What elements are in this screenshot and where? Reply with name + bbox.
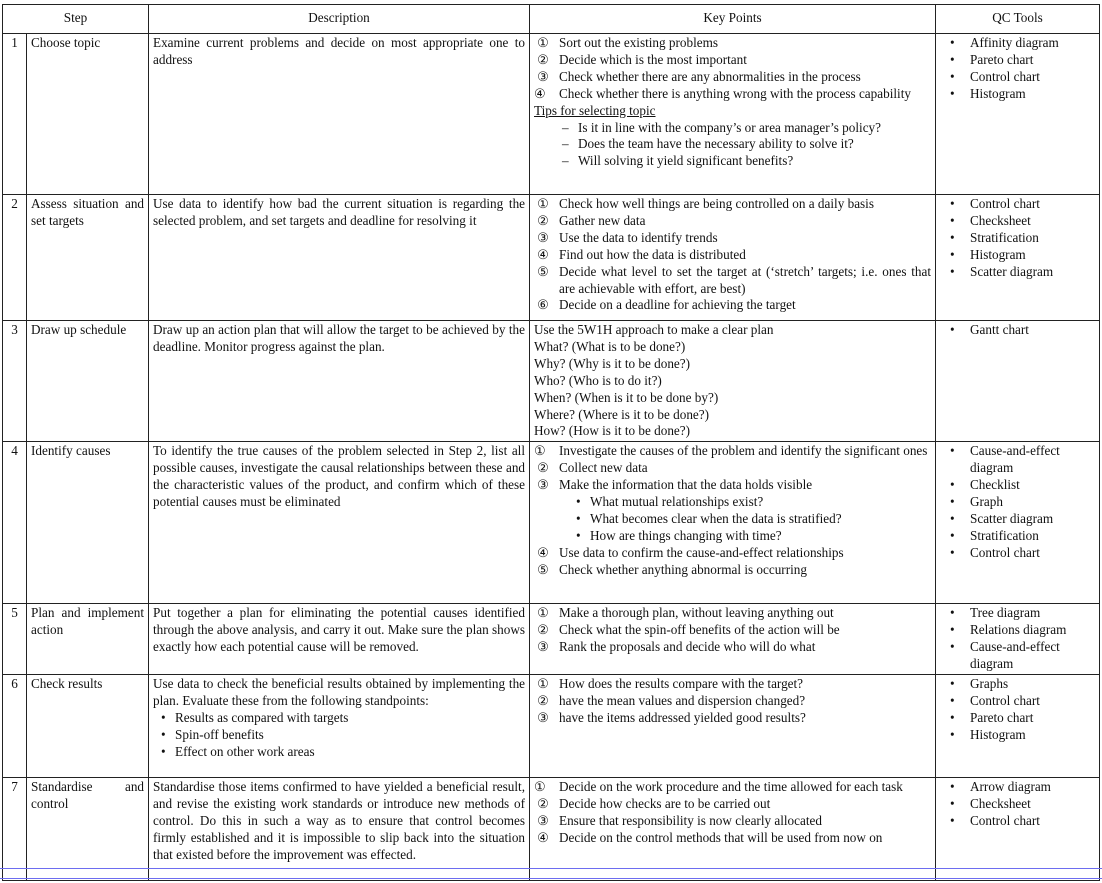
key-point-text: Decide on the control methods that will be used from now on: [559, 830, 883, 846]
step-number: 6: [3, 675, 27, 778]
standpoints-list: [153, 710, 525, 761]
key-point-text: Decide on a deadline for achieving the target: [559, 297, 796, 313]
key-point-text: Ensure that responsibility is now clearly allocated: [559, 813, 822, 829]
key-point-text: Check how well things are being controlled on a daily basis: [559, 196, 874, 211]
key-points-list: [534, 35, 931, 103]
qc-tool: • Stratification: [950, 528, 1095, 545]
circled-number: ④: [537, 246, 549, 262]
blue-guide-line: [0, 868, 1102, 869]
circled-number: ④: [534, 85, 546, 101]
qc-steps-table: [2, 4, 1100, 881]
key-point-text: Make a thorough plan, without leaving anything out: [559, 605, 834, 621]
description-text: Standardise those items confirmed to have yielded a beneficial result, and revise the existing work standards or introduce new methods of control. Do this in such a way as to ensure that control becomes firmly established and it is impossible to slip back into the situation that existed before the improvement was effected.: [153, 779, 526, 862]
description-text: To identify the true causes of the problem selected in Step 2, list all possible causes, investigate the causal relationships between these and the characteristic values of the product, and confirm which of these potential causes must be eliminated: [153, 443, 526, 510]
qc-tool: • Gantt chart: [950, 322, 1095, 339]
circled-number: ③: [537, 639, 549, 655]
tip-item: – Will solving it yield significant benefits?: [562, 153, 931, 170]
circled-number: ②: [537, 51, 549, 67]
plan-line: Why? (Why is it to be done?): [534, 355, 691, 371]
key-points-list: [534, 779, 931, 847]
key-point-text: Decide how checks are to be carried out: [559, 796, 771, 812]
qc-tool: • Stratification: [950, 230, 1095, 247]
qc-tool: • Control chart: [950, 813, 1095, 830]
key-point: [534, 676, 931, 693]
key-point: [534, 443, 931, 460]
circled-number: ⑤: [537, 263, 549, 279]
key-point: [534, 693, 931, 710]
qc-tools-cell: [936, 604, 1100, 675]
step-description: [149, 34, 530, 195]
key-point: [534, 813, 931, 830]
circled-number: ②: [537, 212, 549, 228]
qc-tools-list: [940, 322, 1095, 339]
qc-tool: • Control chart: [950, 545, 1095, 562]
key-points-list: [534, 443, 931, 494]
standpoint-item: • Spin-off benefits: [161, 727, 525, 744]
circled-number: ③: [537, 710, 549, 726]
qc-tools-list: [940, 779, 1095, 830]
key-point: [534, 622, 931, 639]
qc-tool: • Scatter diagram: [950, 511, 1095, 528]
key-point-text: Check whether anything abnormal is occurring: [559, 561, 807, 577]
table-row: [3, 778, 1100, 881]
step-name-text: Assess situation and set targets: [31, 196, 145, 228]
step-number: 7: [3, 778, 27, 881]
sub-bullet: • How are things changing with time?: [576, 528, 931, 545]
qc-tool: • Control chart: [950, 196, 1095, 213]
qc-tool: • Scatter diagram: [950, 264, 1095, 281]
key-point: [534, 52, 931, 69]
step-description: [149, 195, 530, 321]
key-point-text: Decide which is the most important: [559, 51, 747, 67]
circled-number: ④: [537, 544, 549, 560]
step-name: [27, 604, 149, 675]
step-name: [27, 34, 149, 195]
key-point: [534, 460, 931, 477]
sub-bullet: • What mutual relationships exist?: [576, 494, 931, 511]
key-point-text: Make the information that the data holds visible: [559, 477, 813, 493]
step-name: [27, 442, 149, 604]
qc-tool: • Cause-and-effect diagram: [950, 443, 1095, 477]
circled-number: ④: [537, 830, 549, 846]
plan-line: Use the 5W1H approach to make a clear plan: [534, 322, 774, 337]
key-point: [534, 86, 931, 103]
qc-tool: • Pareto chart: [950, 52, 1095, 69]
table-row: [3, 195, 1100, 321]
plan-line: Who? (Who is to do it?): [534, 372, 662, 388]
key-point-text: Check what the spin-off benefits of the action will be: [559, 622, 840, 638]
key-point: [534, 545, 931, 562]
circled-number: ②: [537, 693, 549, 709]
step-name: [27, 321, 149, 442]
key-points-cell: [530, 442, 936, 604]
qc-tools-list: [940, 35, 1095, 103]
plan-line: When? (When is it to be done by?): [534, 389, 719, 405]
circled-number: ②: [537, 622, 549, 638]
step-name-text: Standardise and control: [31, 779, 145, 812]
blue-guide-line: [0, 878, 1102, 879]
circled-number: ③: [537, 229, 549, 245]
table-row: [3, 442, 1100, 604]
key-points-cell: [530, 604, 936, 675]
step-description: [149, 675, 530, 778]
qc-tool: • Checklist: [950, 477, 1095, 494]
header-step: Step: [3, 5, 149, 34]
qc-tool: • Control chart: [950, 69, 1095, 86]
qc-tool: • Histogram: [950, 86, 1095, 103]
qc-tools-list: [940, 605, 1095, 673]
circled-number: ⑥: [537, 297, 549, 313]
step-name-text: Plan and implement action: [31, 605, 145, 638]
key-point: [534, 779, 931, 796]
header-key-points: Key Points: [530, 5, 936, 34]
qc-tool: • Graphs: [950, 676, 1095, 693]
qc-tool: • Affinity diagram: [950, 35, 1095, 52]
key-point: [534, 605, 931, 622]
key-point-text: How does the results compare with the target?: [559, 676, 804, 692]
key-point-text: Find out how the data is distributed: [559, 246, 746, 262]
circled-number: ③: [537, 813, 549, 829]
description-text: Use data to check the beneficial results obtained by implementing the plan. Evaluate these from the following standpoints:: [153, 676, 526, 709]
step-number: 3: [3, 321, 27, 442]
key-points-list: [534, 545, 931, 579]
header-row: [3, 5, 1100, 34]
description-text: Draw up an action plan that will allow the target to be achieved by the deadline. Monitor progress against the plan.: [153, 322, 526, 354]
table-row: [3, 34, 1100, 195]
qc-tool: • Graph: [950, 494, 1095, 511]
tips-list: [534, 120, 931, 171]
key-point-text: Investigate the causes of the problem and identify the significant ones: [559, 443, 928, 459]
key-point: [534, 562, 931, 579]
key-point-text: Gather new data: [559, 212, 646, 228]
key-points-list: [534, 605, 931, 656]
key-point: [534, 297, 931, 314]
table-row: [3, 675, 1100, 778]
circled-number: ①: [534, 443, 546, 459]
step-name-text: Check results: [31, 676, 103, 692]
key-point-text: Check whether there are any abnormalities in the process: [559, 68, 861, 84]
table-row: [3, 321, 1100, 442]
circled-number: ⑤: [537, 561, 549, 577]
key-point: [534, 35, 931, 52]
qc-tool: • Tree diagram: [950, 605, 1095, 622]
key-point-text: Check whether there is anything wrong with the process capability: [559, 85, 911, 101]
qc-tools-cell: [936, 34, 1100, 195]
qc-tools-list: [940, 196, 1095, 281]
key-point-text: have the items addressed yielded good results?: [559, 710, 806, 726]
key-point: [534, 196, 931, 213]
step-number: 1: [3, 34, 27, 195]
circled-number: ③: [537, 68, 549, 84]
plan-line: Where? (Where is it to be done?): [534, 406, 710, 422]
qc-tool: • Control chart: [950, 693, 1095, 710]
circled-number: ③: [537, 477, 549, 493]
step-name: [27, 778, 149, 881]
key-point: [534, 830, 931, 847]
visibility-bullets: [534, 494, 931, 545]
step-name-text: Identify causes: [31, 443, 111, 459]
tip-item: – Does the team have the necessary ability to solve it?: [562, 136, 931, 153]
qc-tools-cell: [936, 675, 1100, 778]
key-point: [534, 69, 931, 86]
circled-number: ①: [537, 676, 549, 692]
plan-line: What? (What is to be done?): [534, 338, 686, 354]
qc-tools-cell: [936, 321, 1100, 442]
circled-number: ②: [537, 460, 549, 476]
circled-number: ①: [534, 779, 546, 795]
key-point-text: Decide on the work procedure and the time allowed for each task: [559, 779, 903, 795]
step-name-text: Choose topic: [31, 35, 101, 50]
qc-tools-cell: [936, 442, 1100, 604]
step-name: [27, 675, 149, 778]
sub-bullet: • What becomes clear when the data is stratified?: [576, 511, 931, 528]
tips-title: Tips for selecting topic: [534, 102, 656, 118]
header-description: Description: [149, 5, 530, 34]
qc-tool: • Pareto chart: [950, 710, 1095, 727]
qc-tool: • Histogram: [950, 247, 1095, 264]
header-qc-tools: QC Tools: [936, 5, 1100, 34]
qc-tools-list: [940, 676, 1095, 744]
key-points-cell: [530, 321, 936, 442]
qc-tools-cell: [936, 195, 1100, 321]
standpoint-item: • Results as compared with targets: [161, 710, 525, 727]
key-point: [534, 213, 931, 230]
key-points-list: [534, 196, 931, 314]
key-point: [534, 230, 931, 247]
qc-tool: • Arrow diagram: [950, 779, 1095, 796]
key-point: [534, 477, 931, 494]
key-point-text: Sort out the existing problems: [559, 35, 718, 50]
key-point: [534, 639, 931, 656]
circled-number: ②: [537, 796, 549, 812]
plan-line: How? (How is it to be done?): [534, 423, 691, 439]
circled-number: ①: [537, 196, 549, 211]
key-points-list: [534, 676, 931, 727]
description-text: Put together a plan for eliminating the potential causes identified through the above analysis, and carry it out. Make sure the plan shows exactly how each potential cause will be removed.: [153, 605, 526, 655]
description-text: Examine current problems and decide on most appropriate one to address: [153, 35, 526, 67]
key-point-text: Decide what level to set the target at (‘stretch’ targets; i.e. ones that are achievable with effort, are best): [559, 263, 932, 296]
key-point: [534, 247, 931, 264]
qc-tools-cell: [936, 778, 1100, 881]
key-point-text: Use data to confirm the cause-and-effect relationships: [559, 544, 844, 560]
qc-tool: • Checksheet: [950, 796, 1095, 813]
step-number: 5: [3, 604, 27, 675]
step-description: [149, 321, 530, 442]
circled-number: ①: [537, 605, 549, 621]
key-points-cell: [530, 34, 936, 195]
step-name-text: Draw up schedule: [31, 322, 127, 337]
step-description: [149, 442, 530, 604]
description-text: Use data to identify how bad the current situation is regarding the selected problem, and set targets and deadline for resolving it: [153, 196, 526, 228]
step-number: 2: [3, 195, 27, 321]
standpoint-item: • Effect on other work areas: [161, 744, 525, 761]
circled-number: ①: [537, 35, 549, 50]
key-point-text: Rank the proposals and decide who will do what: [559, 639, 816, 655]
qc-tool: • Cause-and-effect diagram: [950, 639, 1095, 673]
key-point: [534, 796, 931, 813]
key-point: [534, 710, 931, 727]
step-number: 4: [3, 442, 27, 604]
qc-tool: • Checksheet: [950, 213, 1095, 230]
step-description: [149, 604, 530, 675]
key-point-text: Collect new data: [559, 460, 648, 476]
key-points-cell: [530, 195, 936, 321]
qc-tool: • Histogram: [950, 727, 1095, 744]
key-point: [534, 264, 931, 298]
table-row: [3, 604, 1100, 675]
step-description: [149, 778, 530, 881]
qc-tools-list: [940, 443, 1095, 561]
key-points-cell: [530, 675, 936, 778]
qc-tool: • Relations diagram: [950, 622, 1095, 639]
key-point-text: have the mean values and dispersion changed?: [559, 693, 806, 709]
key-points-cell: [530, 778, 936, 881]
key-point-text: Use the data to identify trends: [559, 229, 718, 245]
step-name: [27, 195, 149, 321]
tip-item: – Is it in line with the company’s or area manager’s policy?: [562, 120, 931, 137]
